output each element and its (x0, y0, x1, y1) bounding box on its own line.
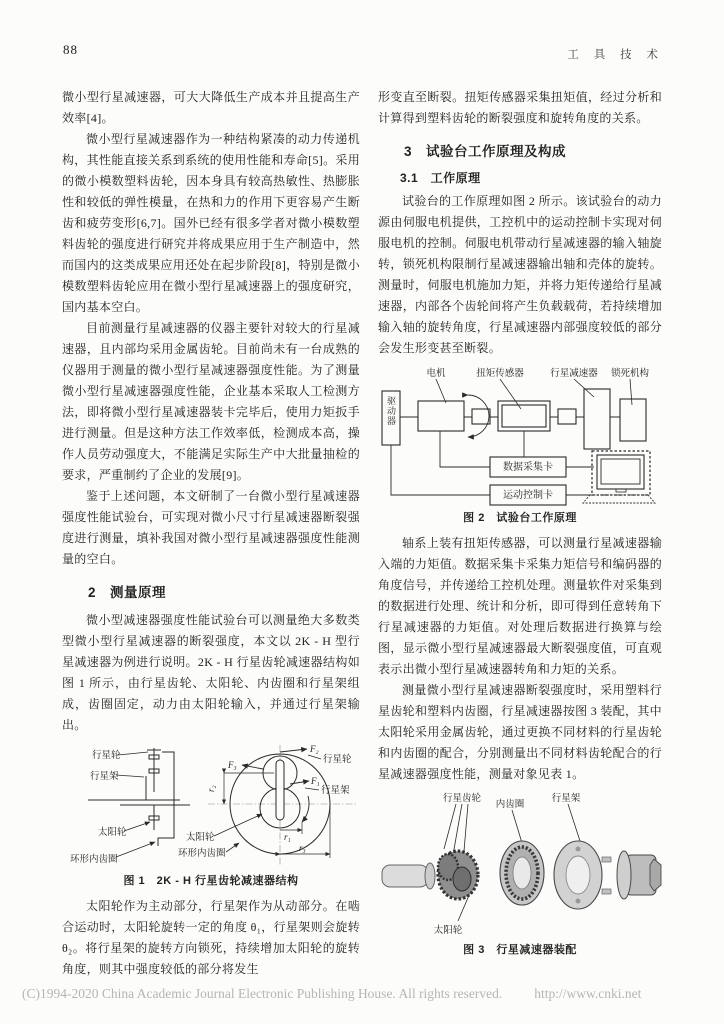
section-heading-measurement-principle: 2 测量原理 (88, 585, 167, 600)
fig3-output-shaft (617, 851, 661, 899)
fig1-label-r2: r₂ (206, 785, 216, 792)
paragraph: 形变直至断裂。扭矩传感器采集扭矩值，经过分析和计算得到塑料齿轮的断裂强度和旋转角度的关系。 (378, 90, 662, 125)
footer-copyright: (C)1994-2020 China Academic Journal Electronic Publishing House. All rights reserved. (22, 986, 503, 1001)
fig3-label-planet-gear: 行星齿轮 (442, 794, 482, 804)
fig2-computer-icon (583, 451, 655, 503)
fig1-label-f3: F₃ (228, 760, 237, 770)
fig1-label-planet-wheel-left: 行星轮 (92, 751, 121, 761)
fig1-label-carrier-left: 行星架 (90, 772, 119, 782)
figure-3 (378, 791, 662, 957)
fig1-label-ring-gear-right: 环形内齿圈 (178, 849, 226, 859)
fig2-label-torque-sensor: 扭矩传感器 (476, 369, 524, 379)
fig3-ring-gear (500, 841, 544, 905)
paragraph: 微小型减速器强度性能试验台可以测量绝大多数类型微小型行星减速器的断裂强度，本文以 2K - H 型行星减速器为例进行说明。2K - H 行星齿轮减速器结构如图 1 所示，由行星齿轮、太阳轮、内齿圈和行星架组成，齿圈固定，动力由太阳轮输入，并通过行星架输出。 (62, 613, 360, 732)
right-column (378, 87, 662, 965)
fig1-label-carrier-right: 行星架 (321, 786, 350, 796)
figure-1 (62, 742, 360, 888)
fig3-carrier (554, 841, 611, 909)
fig2-label-lock-mechanism: 锁死机构 (610, 369, 650, 379)
fig1-label-f1: F₁ (311, 776, 320, 786)
fig1-label-planet-wheel-right: 行星轮 (323, 755, 352, 765)
paragraph: 鉴于上述问题，本文研制了一台微小型行星减速器强度性能试验台，可实现对微小尺寸行星减速器断裂强度进行测量，填补我国对微小型行星减速器强度性能测量的空白。 (62, 489, 360, 566)
fig2-rotation-arrow (468, 395, 489, 437)
paragraph: 微小型行星减速器，可大大降低生产成本并且提高生产效率[4]。 (62, 90, 360, 125)
journal-title: 工 具 技 术 (567, 49, 664, 61)
fig3-label-sun-gear: 太阳轮 (433, 926, 463, 936)
fig1-label-r1: r₁ (284, 832, 291, 842)
figure-2 (378, 365, 662, 525)
fig3-label-carrier: 行星架 (551, 794, 581, 804)
paragraph: 目前测量行星减速器的仪器主要针对较大的行星减速器，且内部均采用金属齿轮。目前尚未有一台成熟的仪器用于测量的微小型行星减速器强度性能。为了测量微小型行星减速器强度性能，企业基本采取人工检测方法，即将微小型行星减速器装卡完毕后，使用力矩扳手进行测量。但是这种方法工作效率低，检测成本高，操作人员劳动强度大，不能满足实际生产中大批量抽检的要求，严重制约了企业的发展[9]。 (62, 321, 360, 482)
fig2-label-planetary-reducer: 行星减速器 (550, 369, 598, 379)
paragraph: 太阳轮作为主动部分，行星架作为从动部分。在啮合运动时，太阳轮旋转一定的角度 θ₁，行星架则会旋转 θ₂。将行星架的旋转方向锁死，持续增加太阳轮的旋转角度，则其中强度较低的部分将发生 (62, 899, 360, 976)
figure-1-diagram (62, 742, 360, 870)
fig2-label-motion-control-card: 运动控制卡 (503, 490, 553, 501)
page-number: 88 (63, 42, 78, 57)
figure-2-caption: 图 2 试验台工作原理 (463, 512, 577, 524)
fig3-label-ring-gear: 内齿圈 (495, 800, 525, 810)
paragraph: 轴系上装有扭矩传感器，可以测量行星减速器输入端的力矩值。数据采集卡采集力矩信号和编码器的角度信号，并传递给工控机处理。测量软件对采集到的数据进行处理、统计和分析，即可得到任意转角下行星减速器的力矩值。对处理后数据进行换算与绘图，显示微小型行星减速器最大断裂强度值，可直观表示出微小型行星减速器转角和力矩的关系。 (378, 536, 662, 676)
paragraph: 试验台的工作原理如图 2 所示。该试验台的动力源由伺服电机提供，工控机中的运动控制卡实现对伺服电机的控制。伺服电机带动行星减速器的输入轴旋转，锁死机构限制行星减速器输出轴和壳体的旋转。测量时，伺服电机施加力矩，并将力矩传递给行星减速器，内部各个齿轮间将产生负载载荷，若持续增加输入轴的旋转角度，行星减速器内部强度较低的部分会发生形变甚至断裂。 (378, 194, 662, 355)
section-heading-test-bench: 3 试验台工作原理及构成 (404, 144, 567, 159)
left-column (62, 87, 360, 980)
figure-3-diagram (378, 791, 662, 939)
subsection-heading-working-principle: 3.1 工作原理 (400, 171, 481, 185)
fig2-label-daq-card: 数据采集卡 (503, 462, 553, 473)
figure-2-diagram (378, 365, 662, 507)
fig2-label-motor: 电机 (426, 369, 446, 379)
fig1-label-ring-gear-left: 环形内齿圈 (70, 855, 118, 865)
figure-1-caption: 图 1 2K - H 行星齿轮减速器结构 (123, 875, 299, 887)
figure-3-caption: 图 3 行星减速器装配 (463, 944, 577, 956)
paragraph: 测量微小型行星减速器断裂强度时，采用塑料行星齿轮和塑料内齿圈，行星减速器按图 3 装配，其中太阳轮采用金属齿轮，通过更换不同材料的行星齿轮和内齿圈的配合，分别测量出不同材料齿轮配合的行星减速器强度性能，测量对象见表 1。 (378, 683, 662, 781)
fig2-label-driver: 驱动器 (386, 396, 396, 426)
footer (22, 986, 717, 1002)
fig3-input-shaft (382, 863, 435, 889)
fig1-label-r3: r₃ (299, 843, 306, 853)
paragraph: 微小型行星减速器作为一种结构紧凑的动力传递机构，其性能直接关系到系统的使用性能和寿命[5]。采用的微小模数塑料齿轮，因本身具有较高热敏性、热膨胀性和较低的弹性模量，在热和力的作用下更容易产生断齿和疲劳变形[6,7]。国外已经有很多学者对微小模数塑料齿轮的强度进行研究并将成果应用于生产制造中，然而国内的这类成果应用还处在起步阶段[8]，特别是微小模数塑料齿轮应用在微小型行星减速器上的强度研究，国内基本空白。 (62, 132, 360, 314)
fig1-label-sun-wheel-left: 太阳轮 (98, 828, 127, 838)
footer-url: http://www.cnki.net (534, 986, 642, 1001)
fig1-label-f2: F₂ (310, 744, 319, 754)
fig1-label-sun-wheel-right: 太阳轮 (186, 833, 215, 843)
fig3-gear-cluster (438, 851, 478, 899)
